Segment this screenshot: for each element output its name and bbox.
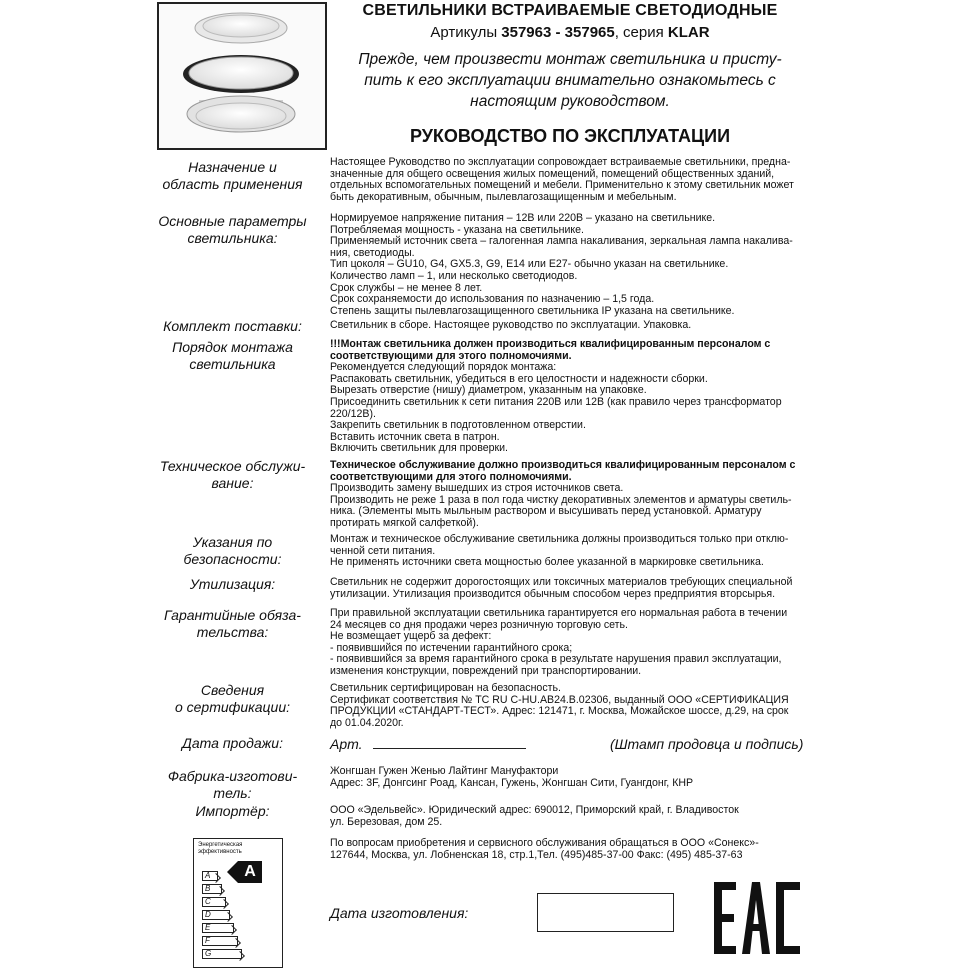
install-text: Рекомендуется следующий порядок монтажа: Распаковать светильник, убедиться в его целостности и надежности сборки. Вырезать отверстие (нишу) диаметром, указанным на упаковке. Присоединить светильник к сети питания 220В или 12В (как правило через трансформатор 220/12В). Закрепить светильник в подготовленном отверстии. Вставить источник света в патрон. Включить светильник для проверки.: [330, 361, 782, 455]
importer-text: ООО «Эдельвейс». Юридический адрес: 690012, Приморский край, г. Владивосток ул. Березовая, дом 25.: [330, 804, 739, 828]
service-text: Производить замену вышедших из строя источников света. Производить не реже 1 раза в пол года чистку декоративных элементов и арматуры светиль- ника. (Элементы мыть мыльным раствором и высушивать перед установкой. Арматуру протирать мягкой салфеткой).: [330, 482, 792, 529]
importer-section: [330, 805, 820, 861]
sale-date-label: Дата продажи:: [182, 735, 283, 751]
factory-label: Фабрика-изготови- тель:: [167, 768, 298, 801]
kit-text: Светильник в сборе. Настоящее руководство по эксплуатации. Упаковка.: [330, 319, 692, 331]
energy-efficiency-label: [193, 838, 283, 968]
purpose-section: [330, 157, 820, 203]
safety-section: [330, 534, 820, 569]
kit-section: [330, 320, 820, 332]
install-section: [330, 339, 820, 455]
cert-text: Светильник сертифицирован на безопасность. Сертификат соответствия № ТС RU C-HU.AB24.B.02306, выданный ООО «СЕРТИФИКАЦИЯ ПРОДУКЦИИ «СТАНДАРТ-ТЕСТ». Адрес: 121471, г. Москва, Можайское шоссе, д.29, на срок до 01.04.2020г.: [330, 682, 789, 729]
energy-class-g: G: [202, 949, 242, 959]
kit-label: Комплект поставки:: [163, 318, 302, 334]
params-section: [330, 213, 820, 317]
articles-line: [340, 24, 800, 41]
eac-logo-icon: [712, 880, 802, 956]
series-name: KLAR: [667, 24, 710, 41]
importer-label: Импортёр:: [195, 803, 270, 819]
energy-class-c: C: [202, 897, 226, 907]
document-title: СВЕТИЛЬНИКИ ВСТРАИВАЕМЫЕ СВЕТОДИОДНЫЕ: [362, 2, 778, 19]
factory-text: Жонгшан Гужен Женью Лайтинг Мануфактори Адрес: 3F, Донгсинг Роад, Кансан, Гужень, Жонгшан Сити, Гуангдонг, КНР: [330, 765, 694, 789]
warranty-section: [330, 608, 820, 678]
disposal-section: [330, 577, 820, 600]
install-warning: !!!Монтаж светильника должен производиться квалифицированным персоналом с соответствующими для этого полномочиями.: [330, 338, 771, 362]
energy-class-d: D: [202, 910, 230, 920]
intro-text: Прежде, чем произвести монтаж светильника и присту- пить к его эксплуатации внимательно ознакомьтесь с настоящим руководством.: [358, 51, 782, 110]
params-text: Нормируемое напряжение питания – 12В или 220В – указано на светильнике. Потребляемая мощность - указана на светильнике. Применяемый источник света – галогенная лампа накаливания, зеркальная лампа накалива- ния, светодиоды. Тип цоколя – GU10, G4, GX5.3, G9, E14 или E27- обычно указан на светильнике. Количество ламп – 1, или несколько светодиодов. Срок службы – не менее 8 лет. Срок сохраняемости до использования по назначению – 1,5 года. Степень защиты пылевлагозащищенного светильника IP указана на светильнике.: [330, 212, 793, 317]
disposal-text: Светильник не содержит дорогостоящих или токсичных материалов требующих специальной утилизации. Утилизация производится обычным способом через предприятия вторсырья.: [330, 576, 793, 600]
cert-label: Сведения о сертификации:: [174, 682, 291, 715]
factory-section: [330, 766, 820, 789]
cert-section: [330, 683, 820, 729]
safety-text: Монтаж и техническое обслуживание светильника должны производиться только при отклю- ченной сети питания. Не применять источники света мощностью более указанной в маркировке светильника.: [330, 533, 789, 569]
manual-title: РУКОВОДСТВО ПО ЭКСПЛУАТАЦИИ: [409, 126, 731, 146]
eac-mark: [712, 880, 802, 961]
service-warning: Техническое обслуживание должно производиться квалифицированным персоналом с соответствующими для этого полномочиями.: [330, 459, 796, 483]
install-label: Порядок монтажа светильника: [172, 339, 293, 372]
energy-class-f: F: [202, 936, 238, 946]
seller-stamp-note: (Штамп продовца и подпись): [610, 736, 804, 752]
product-photo: [157, 2, 327, 150]
energy-title: Энергетическая эффективность: [198, 842, 243, 855]
energy-class-a: A: [202, 871, 218, 881]
warranty-label: Гарантийные обяза- тельства:: [164, 607, 301, 640]
manufacture-date-box: [537, 893, 674, 932]
energy-class-b: B: [202, 884, 222, 894]
energy-selected-class: A: [238, 861, 262, 883]
disposal-label: Утилизация:: [189, 576, 276, 592]
warranty-text: При правильной эксплуатации светильника гарантируется его нормальная работа в течении 24 месяцев со дня продажи через розничную торговую сеть. Не возмещает ущерб за дефект: - появившийся по истечении гарантийного срока; - появившийся за время гарантийного срока в результате нарушения правил эксплуатации, изменения конструкции, повреждений при транспортировании.: [330, 607, 788, 677]
articles-range: 357963 - 357965: [501, 24, 615, 41]
safety-label: Указания по безопасности:: [183, 534, 282, 567]
articles-prefix: Артикулы: [430, 24, 502, 41]
series-prefix: , серия: [614, 24, 668, 41]
article-field-label: Арт.: [330, 736, 363, 752]
service-label: Техническое обслужи- вание:: [159, 458, 306, 491]
energy-class-e: E: [202, 923, 234, 933]
service-section: [330, 460, 820, 530]
downlight-illustration: [159, 4, 325, 148]
article-field-line: [373, 748, 526, 749]
purpose-label: Назначение и область применения: [162, 159, 303, 192]
manufacture-date-label: Дата изготовления:: [330, 905, 469, 921]
service-contact-text: По вопросам приобретения и сервисного обслуживания обращаться в ООО «Сонекс»- 127644, Москва, ул. Лобненская 18, стр.1,Тел. (495)485-37-00 Факс: (495) 485-37-63: [330, 837, 759, 861]
params-label: Основные параметры светильника:: [158, 213, 307, 246]
purpose-text: Настоящее Руководство по эксплуатации сопровождает встраиваемые светильники, предна- значенные для общего освещения жилых помещений, помещений общественных зданий, отдельных вспомогательных помещений и мебели. Применительно к этому светильник может быть декоративным, обычным, пылевлагозащищенным и мебельным.: [330, 156, 794, 203]
